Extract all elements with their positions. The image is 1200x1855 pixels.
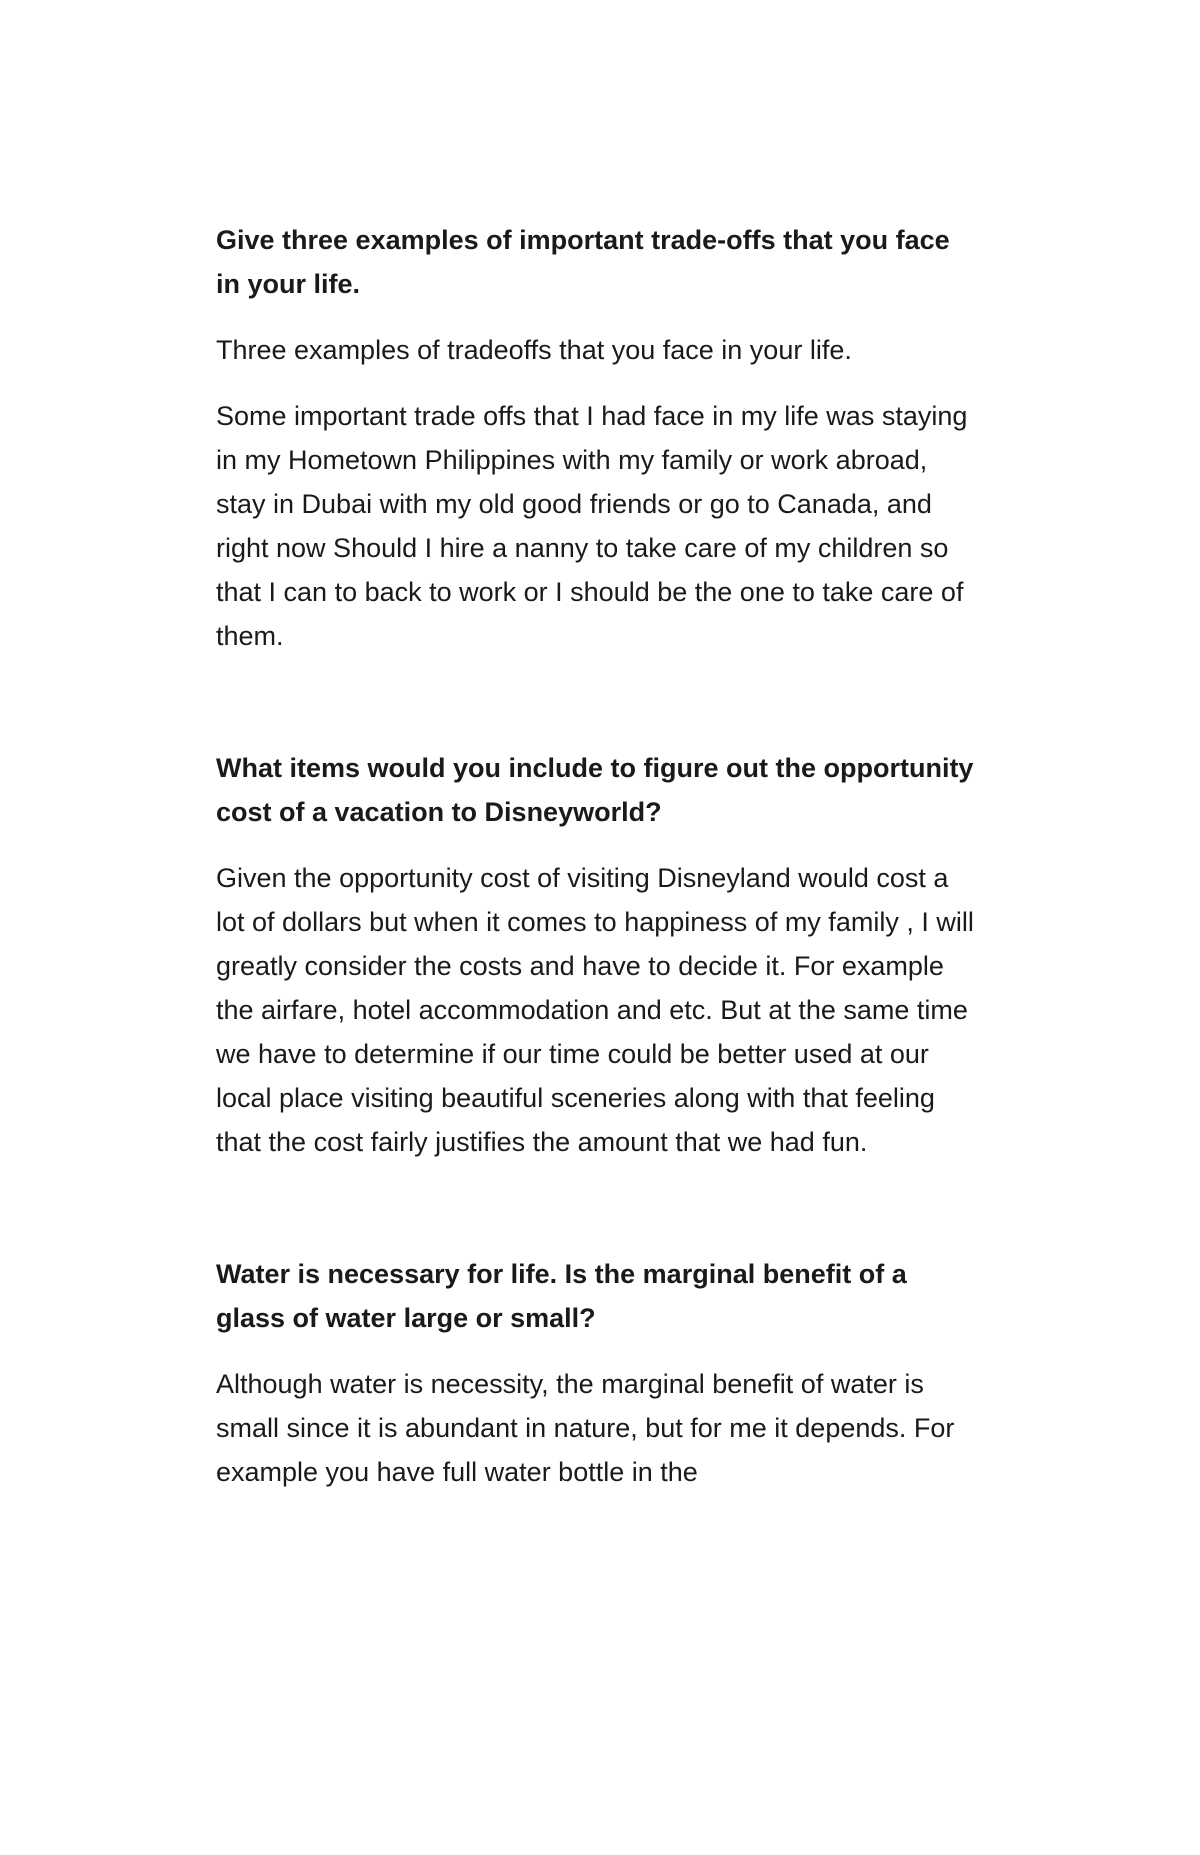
question-heading: What items would you include to figure out the opportunity cost of a vacation to Disneyworld? [216,753,974,827]
section-marginal-benefit [216,1252,976,1494]
answer-paragraph: Some important trade offs that I had face in my life was staying in my Hometown Philippines with my family or work abroad, stay in Dubai with my old good friends or go to Canada, and right now Should I hire a nanny to take care of my children so that I can to back to work or I should be the one to take care of them. [216,401,968,651]
answer-paragraph: Given the opportunity cost of visiting Disneyland would cost a lot of dollars but when it comes to happiness of my family , I will greatly consider the costs and have to decide it. For example the airfare, hotel accommodation and etc. But at the same time we have to determine if our time could be better used at our local place visiting beautiful sceneries along with that feeling that the cost fairly justifies the amount that we had fun. [216,863,974,1157]
question-heading: Give three examples of important trade-offs that you face in your life. [216,225,950,299]
section-trade-offs [216,218,976,658]
answer-paragraph: Three examples of tradeoffs that you face in your life. [216,335,852,365]
document-body [216,218,976,1516]
section-spacer [216,680,976,746]
answer-paragraph: Although water is necessity, the marginal benefit of water is small since it is abundant in nature, but for me it depends. For example you have full water bottle in the [216,1369,955,1487]
section-spacer [216,1186,976,1252]
section-opportunity-cost [216,746,976,1164]
question-heading: Water is necessary for life. Is the marginal benefit of a glass of water large or small? [216,1259,907,1333]
